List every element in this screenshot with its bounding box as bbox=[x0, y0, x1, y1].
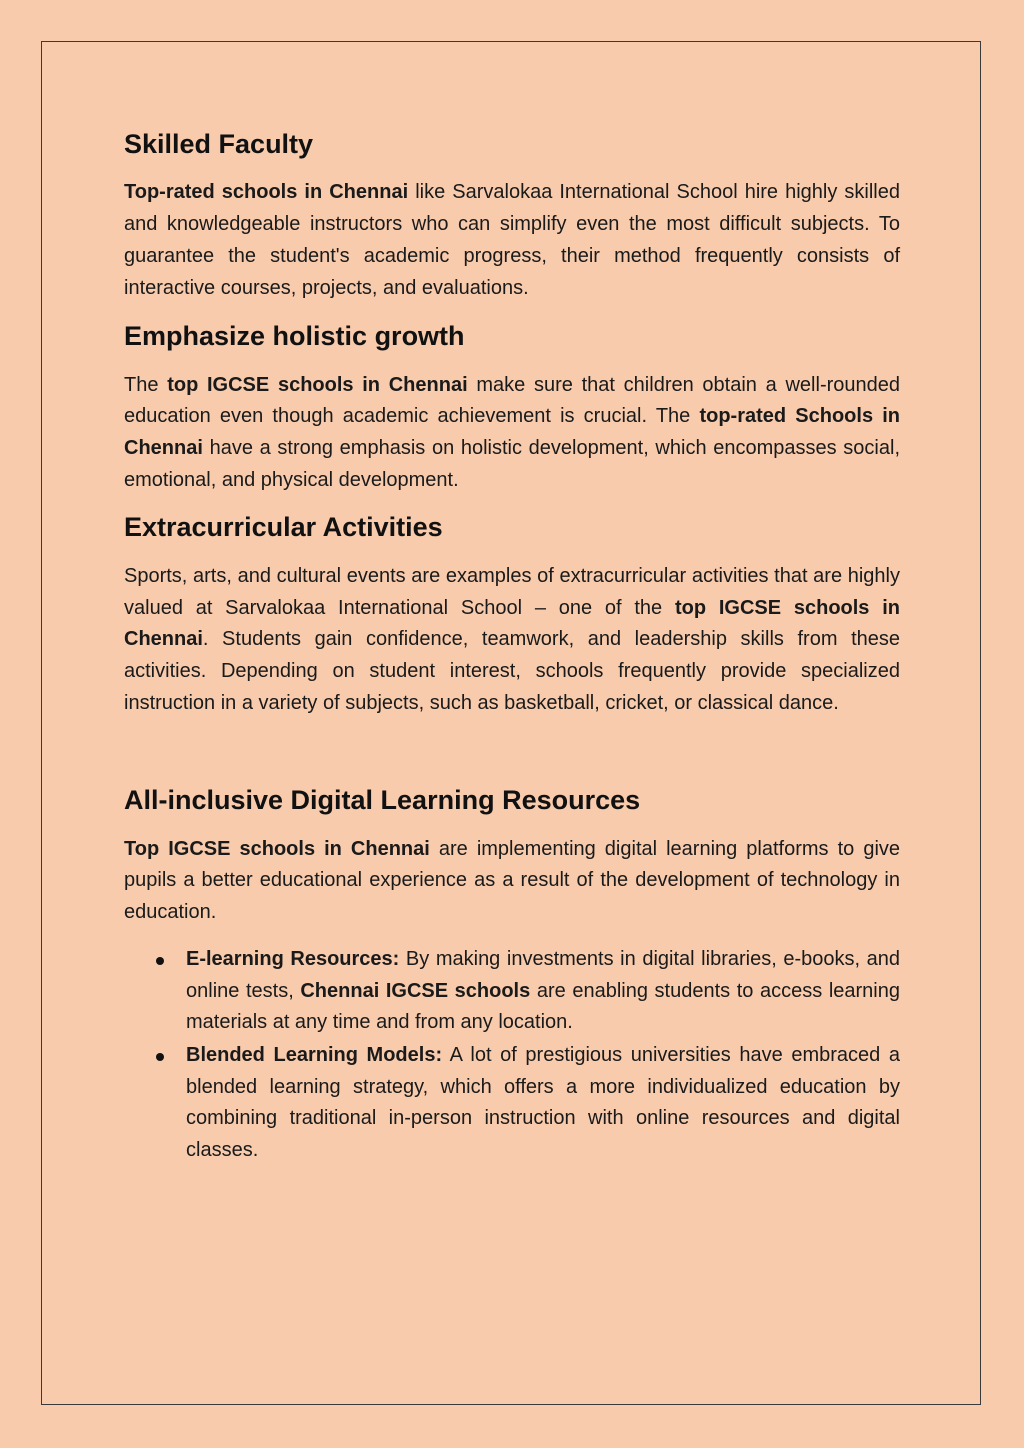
body-text: are enabling students to access learning materials at any time and from any location. bbox=[186, 979, 900, 1034]
bullet-icon bbox=[156, 1053, 164, 1061]
bullet-list bbox=[124, 944, 900, 1167]
bullet-icon bbox=[156, 957, 164, 965]
body-text: A lot of prestigious universities have embraced a blended learning strategy, which offers a more individualized education by combining traditional in-person instruction with online resources and digital classes. bbox=[186, 1043, 900, 1162]
heading-extracurricular: Extracurricular Activities bbox=[124, 512, 443, 543]
bullet-label: E-learning Resources: bbox=[186, 947, 400, 970]
body-text: have a strong emphasis on holistic development, which encompasses social, emotional, and physical development. bbox=[124, 437, 900, 491]
paragraph-skilled-faculty bbox=[124, 177, 900, 304]
bold-text: Chennai IGCSE schools bbox=[300, 979, 531, 1002]
list-item bbox=[186, 1040, 900, 1167]
bold-text: top IGCSE schools in Chennai bbox=[167, 373, 468, 396]
paragraph-holistic-growth bbox=[124, 370, 900, 497]
document-content bbox=[124, 122, 900, 1168]
heading-digital-learning: All-inclusive Digital Learning Resources bbox=[124, 785, 641, 816]
body-text: make sure that children obtain a well-rounded education even though academic achievement is crucial. The bbox=[124, 373, 900, 428]
heading-skilled-faculty: Skilled Faculty bbox=[124, 129, 314, 159]
body-text: Sports, arts, and cultural events are examples of extracurricular activities that are highly valued at Sarvalokaa International School – one of the bbox=[124, 564, 900, 619]
bold-text: Top-rated schools in Chennai bbox=[124, 181, 409, 204]
paragraph-extracurricular bbox=[124, 561, 900, 720]
bold-text: top IGCSE schools in Chennai bbox=[124, 596, 900, 651]
body-text: By making investments in digital libraries, e-books, and online tests, bbox=[186, 947, 901, 1002]
body-text: are implementing digital learning platforms to give pupils a better educational experience as a result of the development of technology in education. bbox=[124, 837, 901, 924]
heading-holistic-growth: Emphasize holistic growth bbox=[124, 321, 465, 352]
body-text: like Sarvalokaa International School hire highly skilled and knowledgeable instructors who can simplify even the most difficult subjects. To guarantee the student's academic progress, their method frequently consists of interactive courses, projects, and evaluations. bbox=[124, 181, 900, 299]
bullet-label: Blended Learning Models: bbox=[186, 1043, 443, 1066]
list-item bbox=[186, 944, 900, 1039]
paragraph-digital-learning bbox=[124, 834, 900, 929]
body-text: The bbox=[124, 373, 168, 396]
bold-text: Top IGCSE schools in Chennai bbox=[124, 837, 430, 860]
bold-text: top-rated Schools in Chennai bbox=[124, 405, 900, 459]
body-text: . Students gain confidence, teamwork, and leadership skills from these activities. Depending on student interest, schools frequently provide specialized instruction in a variety of subjects, such as basketball, cricket, or classical dance. bbox=[124, 628, 900, 714]
